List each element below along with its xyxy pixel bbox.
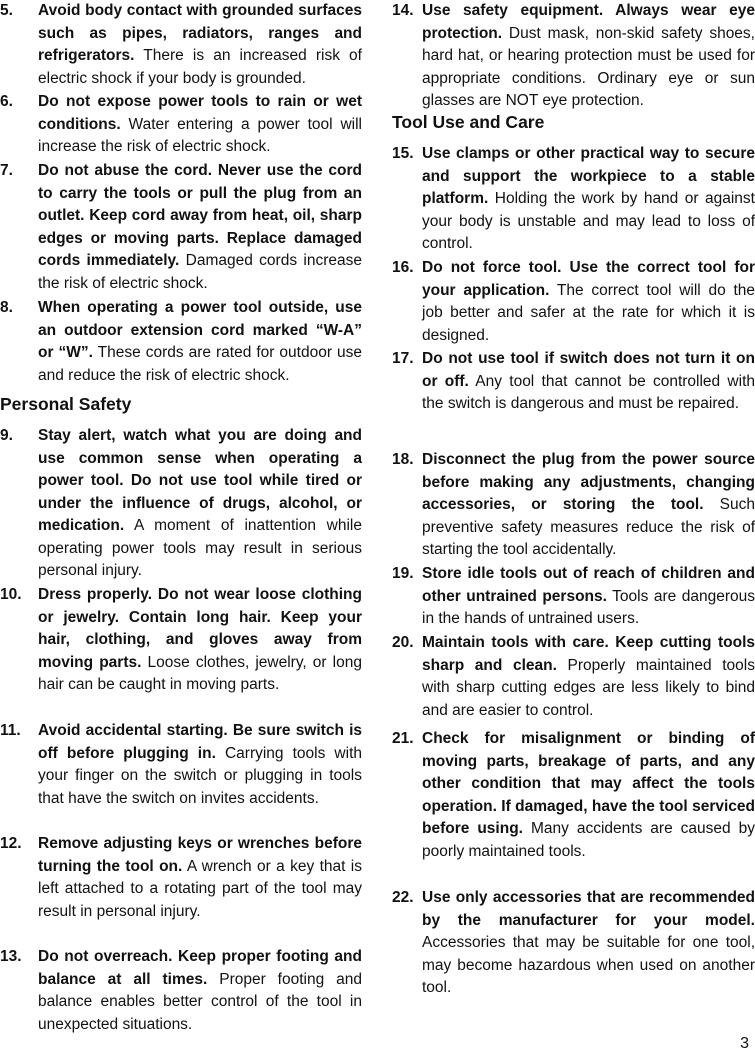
page-number: 3: [740, 1035, 749, 1052]
item-number: 14.: [392, 2, 414, 19]
item-number: 11.: [0, 722, 21, 739]
item-lead: When operating a power tool outside, use an outdoor extension cord marked “W-A” or “W”.: [38, 299, 362, 361]
item-text: Such preventive safety measures reduce the risk of starting the tool accidentally.: [422, 496, 755, 558]
safety-item-10: [0, 584, 362, 697]
item-lead: Check for misalignment or binding of moving parts, breakage of parts, and any other condition that may affect the tools operation. If damaged, have the tool serviced before using.: [422, 730, 755, 837]
safety-item-6: [0, 91, 362, 159]
item-text: There is an increased risk of electric shock if your body is grounded.: [38, 47, 362, 87]
safety-item-8: [0, 297, 362, 387]
item-number: 22.: [392, 889, 414, 906]
item-text: Dust mask, non-skid safety shoes, hard hat, or hearing protection must be used for appropriate conditions. Ordinary eye or sun glasses are NOT eye protection.: [422, 24, 755, 109]
item-number: 10.: [0, 586, 22, 603]
section-heading-personal-safety: Personal Safety: [0, 394, 132, 414]
item-lead: Stay alert, watch what you are doing and use common sense when operating a power tool. Do not use tool while tired or under the influence of drugs, alcohol, or medication.: [38, 427, 362, 534]
safety-item-5: [0, 0, 362, 90]
item-number: 12.: [0, 835, 22, 852]
item-text: Water entering a power tool will increase the risk of electric shock.: [38, 115, 362, 155]
item-text: Properly maintained tools with sharp cutting edges are less likely to bind and are easier to control.: [422, 656, 755, 719]
item-text: Holding the work by hand or against your body is unstable and may lead to loss of control.: [422, 190, 755, 252]
item-lead: Maintain tools with care. Keep cutting tools sharp and clean.: [422, 634, 755, 674]
item-number: 15.: [392, 145, 414, 162]
item-lead: Do not expose power tools to rain or wet conditions.: [38, 93, 362, 133]
item-text: Loose clothes, jewelry, or long hair can be caught in moving parts.: [38, 653, 362, 693]
item-text: Accessories that may be suitable for one tool, may become hazardous when used on another tool.: [422, 934, 755, 996]
item-number: 21.: [392, 730, 414, 747]
item-lead: Use safety equipment. Always wear eye protection.: [422, 2, 755, 42]
item-text: Carrying tools with your finger on the switch or plugging in tools that have the switch on invites accidents.: [38, 744, 362, 807]
item-lead: Avoid accidental starting. Be sure switch is off before plugging in.: [38, 722, 362, 762]
item-lead: Do not use tool if switch does not turn it on or off.: [422, 350, 755, 390]
safety-item-19: [392, 563, 755, 631]
item-lead: Do not abuse the cord. Never use the cord to carry the tools or pull the plug from an outlet. Keep cord away from heat, oil, sharp edges or moving parts. Replace damaged cords immediately.: [38, 162, 362, 269]
item-text: The correct tool will do the job better and safer at the rate for which it is designed.: [422, 281, 755, 344]
item-text: Many accidents are caused by poorly maintained tools.: [422, 820, 755, 860]
item-text: A moment of inattention while operating power tools may result in serious personal injury.: [38, 517, 362, 579]
safety-item-9: [0, 425, 362, 583]
item-text: A wrench or a key that is left attached to a rotating part of the tool may result in personal injury.: [38, 857, 362, 920]
safety-item-11: [0, 720, 362, 810]
safety-item-13: [0, 946, 362, 1036]
safety-item-18: [392, 449, 755, 562]
item-text: These cords are rated for outdoor use and reduce the risk of electric shock.: [38, 344, 362, 384]
item-lead: Dress properly. Do not wear loose clothing or jewelry. Contain long hair. Keep your hair, clothing, and gloves away from moving parts.: [38, 586, 362, 671]
item-number: 9.: [0, 427, 13, 444]
item-number: 16.: [392, 259, 414, 276]
item-number: 5.: [0, 2, 13, 19]
item-text: Any tool that cannot be controlled with the switch is dangerous and must be repaired.: [422, 372, 755, 412]
item-number: 6.: [0, 93, 13, 110]
item-lead: Do not overreach. Keep proper footing and balance at all times.: [38, 948, 362, 988]
item-number: 19.: [392, 565, 414, 582]
item-text: Proper footing and balance enables better control of the tool in unexpected situations.: [38, 970, 362, 1033]
safety-item-14: [392, 0, 755, 113]
item-text: Damaged cords increase the risk of electric shock.: [38, 252, 362, 292]
item-number: 7.: [0, 162, 13, 179]
section-heading-tool-use-and-care: Tool Use and Care: [392, 112, 545, 132]
item-lead: Store idle tools out of reach of children and other untrained persons.: [422, 565, 755, 605]
item-number: 17.: [392, 350, 414, 367]
item-number: 18.: [392, 451, 414, 468]
item-lead: Disconnect the plug from the power source before making any adjustments, changing accessories, or storing the tool.: [422, 451, 755, 513]
safety-item-22: [392, 887, 755, 1000]
safety-item-16: [392, 257, 755, 347]
item-number: 20.: [392, 634, 414, 651]
item-lead: Remove adjusting keys or wrenches before turning the tool on.: [38, 835, 362, 875]
safety-item-12: [0, 833, 362, 923]
safety-item-21: [392, 728, 755, 863]
item-lead: Avoid body contact with grounded surfaces such as pipes, radiators, ranges and refrigerators.: [38, 2, 362, 64]
safety-item-17: [392, 348, 755, 416]
item-number: 8.: [0, 299, 13, 316]
item-lead: Use only accessories that are recommended by the manufacturer for your model.: [422, 889, 755, 929]
safety-item-15: [392, 143, 755, 256]
safety-item-20: [392, 632, 755, 722]
item-number: 13.: [0, 948, 22, 965]
safety-item-7: [0, 160, 362, 295]
item-lead: Use clamps or other practical way to secure and support the workpiece to a stable platform.: [422, 145, 755, 207]
item-text: Tools are dangerous in the hands of untrained users.: [422, 587, 755, 627]
item-lead: Do not force tool. Use the correct tool for your application.: [422, 259, 755, 299]
